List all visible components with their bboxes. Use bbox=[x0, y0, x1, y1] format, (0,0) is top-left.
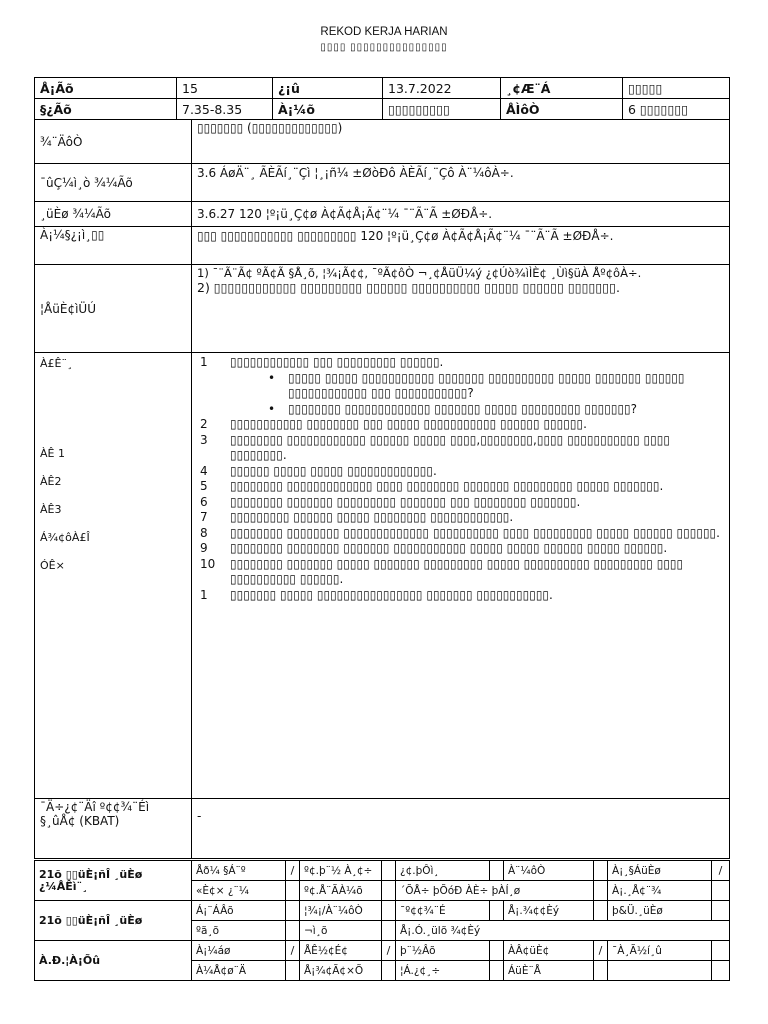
footer-check: / bbox=[286, 941, 300, 961]
header-row-2 bbox=[35, 99, 730, 120]
row-learning-standard bbox=[35, 202, 730, 227]
row-steps bbox=[35, 353, 730, 799]
value-success-criteria bbox=[192, 265, 730, 353]
label-steps bbox=[35, 353, 192, 799]
footer-table bbox=[34, 860, 730, 981]
step-label-closing: ÓÊ× bbox=[40, 559, 65, 572]
steps-content bbox=[192, 353, 730, 799]
footer-cell: Å¡.Ó.¸ülõ ¾¢Èý bbox=[396, 921, 730, 941]
footer-cell: À¡.¸Å¢¨¾ bbox=[608, 881, 712, 901]
step-label-2: ÀÊ2 bbox=[40, 475, 62, 488]
step-item: 6 ▯▯▯▯▯▯▯▯ ▯▯▯▯▯▯▯ ▯▯▯▯▯▯▯▯▯ ▯▯▯▯▯▯▯ ▯▯▯ ▯▯▯▯▯▯▯▯ ▯▯▯▯▯▯▯. bbox=[200, 494, 581, 509]
footer-check: / bbox=[286, 861, 300, 881]
footer-cell: ¦Á.¿¢¸÷ bbox=[396, 961, 490, 981]
footer-check: / bbox=[594, 941, 608, 961]
step-label-1: ÀÊ 1 bbox=[40, 447, 65, 460]
footer-row-21c-pedagogy-1 bbox=[35, 861, 730, 881]
header-value-date: 13.7.2022 bbox=[383, 78, 501, 99]
footer-row-21c-learning-1 bbox=[35, 901, 730, 921]
step-item: 2 ▯▯▯▯▯▯▯▯▯▯▯ ▯▯▯▯▯▯▯▯ ▯▯▯ ▯▯▯▯▯ ▯▯▯▯▯▯▯▯▯▯▯ ▯▯▯▯▯▯ ▯▯▯▯▯▯. bbox=[200, 417, 587, 431]
footer-check bbox=[712, 901, 730, 921]
footer-label-materials: À.Ð.¦À¡Õû bbox=[35, 941, 192, 981]
footer-check: / bbox=[382, 941, 396, 961]
footer-cell: ´ÕÅ÷ þÕóÐ ÀÈ÷ þÀÍ¸ø bbox=[396, 881, 594, 901]
criteria-item-2: 2) ▯▯▯▯▯▯▯▯▯▯▯▯ ▯▯▯▯▯▯▯▯▯ ▯▯▯▯▯▯ ▯▯▯▯▯▯▯▯▯▯ ▯▯▯▯▯ ▯▯▯▯▯▯ ▯▯▯▯▯▯▯. bbox=[197, 280, 620, 295]
label-objective: À¡¼§¿¡ì¸▯▯ bbox=[35, 227, 192, 265]
step-item: 3 ▯▯▯▯▯▯▯▯ ▯▯▯▯▯▯▯▯▯▯▯▯ ▯▯▯▯▯▯ ▯▯▯▯▯ ▯▯▯▯,▯▯▯▯▯▯▯▯,▯▯▯▯ ▯▯▯▯▯▯▯▯▯▯▯ ▯▯▯▯ ▯▯▯▯▯▯▯▯. bbox=[200, 432, 670, 462]
header-label-date: ¿¡û bbox=[273, 78, 383, 99]
footer-check bbox=[490, 901, 504, 921]
step-label-3: ÀÊ3 bbox=[40, 503, 62, 516]
footer-row-materials-1 bbox=[35, 941, 730, 961]
header-table bbox=[34, 77, 730, 120]
footer-cell: þ¨½Âõ bbox=[396, 941, 490, 961]
footer-cell: À¼Å¢ø¨Ä bbox=[192, 961, 286, 981]
header-value-time: 7.35-8.35 bbox=[177, 99, 273, 120]
footer-label-21c-pedagogy: 21õ ▯▯üÈ¡ñÎ ¸üÈø ¿¼ÅÊì¨¸ bbox=[35, 861, 192, 901]
footer-check bbox=[382, 881, 396, 901]
footer-cell: ¬ì¸õ bbox=[300, 921, 382, 941]
footer-cell: ÀÂ¢üÈ¢ bbox=[504, 941, 594, 961]
footer-cell: Á¡¨ÁÂõ bbox=[192, 901, 286, 921]
header-label-class: ÅÌôÒ bbox=[501, 99, 623, 120]
step-label-assessment: Á¾¢ôÀ£Î bbox=[40, 531, 90, 544]
footer-check bbox=[490, 941, 504, 961]
footer-check bbox=[382, 861, 396, 881]
row-objective bbox=[35, 227, 730, 265]
step-item: 1 ▯▯▯▯▯▯▯▯▯▯▯▯ ▯▯▯ ▯▯▯▯▯▯▯▯▯ ▯▯▯▯▯▯. bbox=[200, 355, 444, 369]
footer-check bbox=[382, 901, 396, 921]
footer-check bbox=[382, 961, 396, 981]
step-item: 8 ▯▯▯▯▯▯▯▯ ▯▯▯▯▯▯▯▯ ▯▯▯▯▯▯▯▯▯▯▯▯▯ ▯▯▯▯▯▯▯▯▯▯ ▯▯▯▯ ▯▯▯▯▯▯▯▯▯ ▯▯▯▯▯ ▯▯▯▯▯▯ ▯▯▯▯▯▯. bbox=[200, 525, 720, 540]
row-kbat bbox=[35, 799, 730, 859]
footer-cell bbox=[608, 961, 712, 981]
step-item: 9 ▯▯▯▯▯▯▯▯ ▯▯▯▯▯▯▯▯ ▯▯▯▯▯▯▯ ▯▯▯▯▯▯▯▯▯▯▯ ▯▯▯▯▯ ▯▯▯▯▯ ▯▯▯▯▯▯ ▯▯▯▯▯ ▯▯▯▯▯▯. bbox=[200, 541, 668, 555]
footer-cell: ¿¢.þÔì¸ bbox=[396, 861, 490, 881]
footer-check bbox=[286, 961, 300, 981]
header-label-day: ¸¢Æ¨Á bbox=[501, 78, 623, 99]
footer-cell: À¡¸§ÁüÈø bbox=[608, 861, 712, 881]
footer-cell: º¢.Å¨ÃÀ¼õ bbox=[300, 881, 382, 901]
value-learning-standard: 3.6.27 120 ¦º¡ü¸Ç¢ø À¢Ã¢Å¡Ã¢¨¼ ¯¨Ã¨Ã ±ØÐÅ÷. bbox=[192, 202, 730, 227]
footer-check: / bbox=[712, 861, 730, 881]
footer-check bbox=[594, 861, 608, 881]
footer-cell: À¡¼áø bbox=[192, 941, 286, 961]
label-kbat: ¯Ä÷¿¢¨Äî º¢¢¾¨Éì §¸ûÅ¢ (KBAT) bbox=[35, 799, 192, 859]
footer-cell: ÅÊ½¢É¢ bbox=[300, 941, 382, 961]
step-item: 1 ▯▯▯▯▯▯▯ ▯▯▯▯▯ ▯▯▯▯▯▯▯▯▯▯▯▯▯▯▯▯ ▯▯▯▯▯▯▯ ▯▯▯▯▯▯▯▯▯▯▯. bbox=[200, 587, 553, 602]
footer-check bbox=[712, 961, 730, 981]
row-theme bbox=[35, 120, 730, 164]
header-row-1 bbox=[35, 78, 730, 99]
value-theme: ▯▯▯▯▯▯▯ (▯▯▯▯▯▯▯▯▯▯▯▯▯) bbox=[192, 120, 730, 164]
header-value-day: ▯▯▯▯▯ bbox=[623, 78, 730, 99]
footer-check bbox=[490, 861, 504, 881]
row-success-criteria bbox=[35, 265, 730, 353]
document-title bbox=[0, 24, 768, 56]
header-label-subject: À¡¼õ bbox=[273, 99, 383, 120]
footer-cell: Å¡.¾¢¢Èý bbox=[504, 901, 594, 921]
value-kbat: - bbox=[192, 799, 730, 859]
header-value-subject: ▯▯▯▯▯▯▯▯▯ bbox=[383, 99, 501, 120]
title-line-1: REKOD KERJA HARIAN bbox=[320, 26, 448, 38]
step-bullet: • ▯▯▯▯▯▯▯▯ ▯▯▯▯▯▯▯▯▯▯▯▯▯ ▯▯▯▯▯▯▯ ▯▯▯▯▯ ▯▯▯▯▯▯▯▯▯ ▯▯▯▯▯▯▯? bbox=[268, 401, 638, 416]
header-value-week: 15 bbox=[177, 78, 273, 99]
label-success-criteria: ¦ÅüÈ¢ìÜÚ bbox=[35, 265, 192, 353]
label-learning-standard: ¸üÈø ¾¼Ãõ bbox=[35, 202, 192, 227]
footer-cell: ºã¸õ bbox=[192, 921, 286, 941]
step-item: 7 ▯▯▯▯▯▯▯▯▯ ▯▯▯▯▯▯ ▯▯▯▯▯ ▯▯▯▯▯▯▯▯ ▯▯▯▯▯▯▯▯▯▯▯▯. bbox=[200, 510, 514, 524]
footer-check bbox=[286, 881, 300, 901]
footer-cell: Å¡¾¢Ã¢×Õ bbox=[300, 961, 382, 981]
lesson-plan-table bbox=[34, 119, 730, 859]
header-label-time: §¿Ãõ bbox=[35, 99, 177, 120]
footer-label-21c-learning: 21õ ▯▯üÈ¡ñÎ ¸üÈø bbox=[35, 901, 192, 941]
step-label-intro: À£Ê¨¸ bbox=[40, 357, 73, 370]
step-item: 4 ▯▯▯▯▯▯ ▯▯▯▯▯ ▯▯▯▯▯ ▯▯▯▯▯▯▯▯▯▯▯▯▯. bbox=[200, 463, 437, 478]
criteria-item-1: 1) ¯¨Ã¨Ã¢ ºÃ¢Ã §Å¸õ, ¦¾¡Ã¢¢, ¯ºÃ¢ôÒ ¬¸¢ÅüÜ¼ý ¿¢Úò¾ìÌÈ¢ ¸Ùì§üÀ Åº¢ôÀ÷. bbox=[197, 266, 642, 280]
footer-check bbox=[594, 961, 608, 981]
footer-cell: ¦¾¡/À¨¼ôÒ bbox=[300, 901, 382, 921]
label-theme: ¾¨ÄôÒ bbox=[35, 120, 192, 164]
label-content-standard: ¯ûÇ¼ì¸ò ¾¼Ãõ bbox=[35, 164, 192, 202]
footer-check bbox=[712, 941, 730, 961]
step-item: 10 ▯▯▯▯▯▯▯▯ ▯▯▯▯▯▯▯ ▯▯▯▯▯ ▯▯▯▯▯▯▯ ▯▯▯▯▯▯▯▯▯ ▯▯▯▯▯ ▯▯▯▯▯▯▯▯▯▯ ▯▯▯▯▯▯▯▯▯ ▯▯▯▯ ▯▯▯▯▯▯▯▯▯▯ ▯▯▯▯▯▯. bbox=[200, 556, 684, 586]
footer-check bbox=[286, 921, 300, 941]
footer-check bbox=[286, 901, 300, 921]
footer-check bbox=[490, 961, 504, 981]
footer-check bbox=[594, 901, 608, 921]
footer-cell: ¯º¢¢¾¨É bbox=[396, 901, 490, 921]
header-value-class: 6 ▯▯▯▯▯▯▯ bbox=[623, 99, 730, 120]
footer-cell: «È¢× ¿¨¼ bbox=[192, 881, 286, 901]
footer-cell: ÁüÈ¨Å bbox=[504, 961, 594, 981]
step-item: 5 ▯▯▯▯▯▯▯▯ ▯▯▯▯▯▯▯▯▯▯▯▯▯ ▯▯▯▯ ▯▯▯▯▯▯▯▯ ▯▯▯▯▯▯▯ ▯▯▯▯▯▯▯▯▯ ▯▯▯▯▯ ▯▯▯▯▯▯▯. bbox=[200, 479, 664, 493]
header-label-week: Å¡Ãõ bbox=[35, 78, 177, 99]
footer-check bbox=[382, 921, 396, 941]
footer-check bbox=[594, 881, 608, 901]
footer-cell: À¨¼ôÒ bbox=[504, 861, 594, 881]
footer-cell: º¢.þ¨½ À¸¢÷ bbox=[300, 861, 382, 881]
footer-check bbox=[712, 881, 730, 901]
row-content-standard bbox=[35, 164, 730, 202]
footer-cell: Åð¼ §Á¨º bbox=[192, 861, 286, 881]
footer-cell: þ&Ü.¸üÈø bbox=[608, 901, 712, 921]
footer-cell: ¯À¸Ã½í¸û bbox=[608, 941, 712, 961]
value-content-standard: 3.6 ÁøÄ¨¸ ÃÈÃí¸¨Çì ¦¸¡ñ¼ ±ØòÐô ÀÈÃí¸¨Çô À¨¼ôÀ÷. bbox=[192, 164, 730, 202]
step-bullet: • ▯▯▯▯▯ ▯▯▯▯▯ ▯▯▯▯▯▯▯▯▯▯▯ ▯▯▯▯▯▯▯ ▯▯▯▯▯▯▯▯▯▯ ▯▯▯▯▯ ▯▯▯▯▯▯▯ ▯▯▯▯▯▯ ▯▯▯▯▯▯▯▯▯▯▯▯ ▯▯▯ ▯▯▯▯▯▯▯▯▯▯▯? bbox=[268, 370, 685, 400]
title-line-2: ▯▯▯▯ ▯▯▯▯▯▯▯▯▯▯▯▯▯▯▯ bbox=[320, 42, 448, 53]
value-objective: ▯▯▯ ▯▯▯▯▯▯▯▯▯▯▯ ▯▯▯▯▯▯▯▯▯ 120 ¦º¡ü¸Ç¢ø À¢Ã¢Å¡Ã¢¨¼ ¯¨Ã¨Ã ±ØÐÅ÷. bbox=[192, 227, 730, 265]
